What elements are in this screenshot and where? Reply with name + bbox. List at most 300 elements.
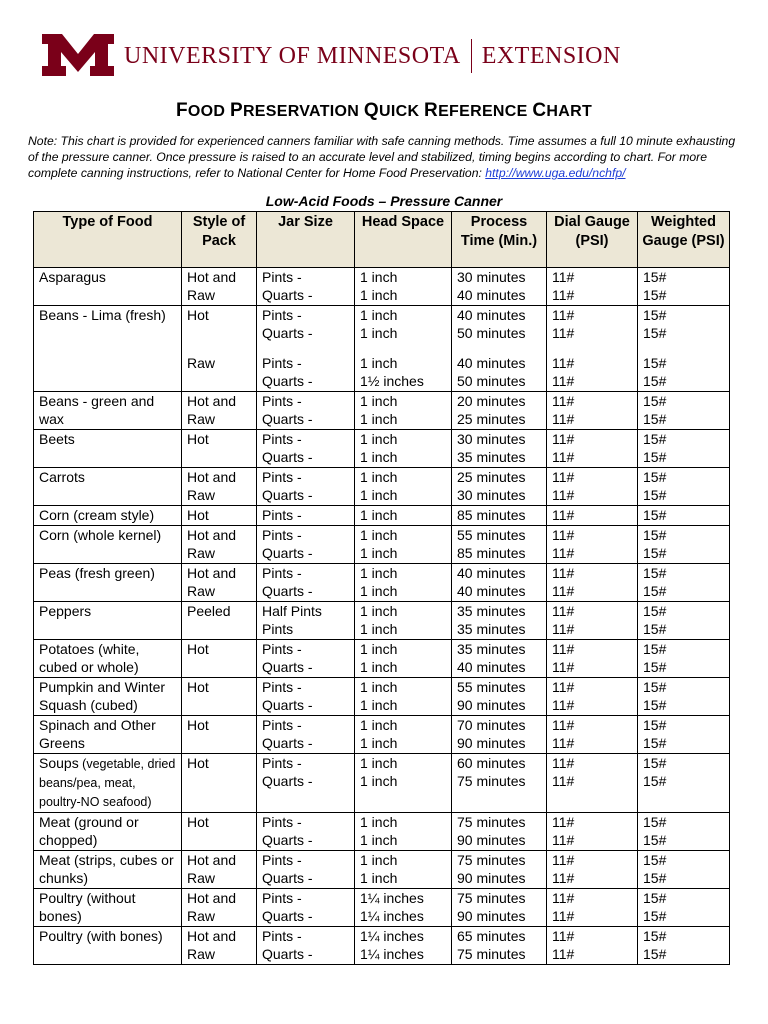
- weight-value: 15#: [643, 269, 667, 285]
- header-jar-size: Jar Size: [257, 212, 355, 268]
- head-value: 1 inch: [360, 449, 398, 465]
- head-value: 1 inch: [360, 641, 398, 657]
- head-cell: [355, 268, 452, 306]
- dial-value: 11#: [552, 852, 575, 868]
- head-value: 1 inch: [360, 852, 398, 868]
- style-value: Hot and: [187, 393, 237, 409]
- dial-value: 11#: [552, 717, 575, 733]
- time-value: 40 minutes: [457, 355, 526, 371]
- style-cell: [182, 564, 257, 602]
- time-cell: [452, 430, 547, 468]
- dial-value: 11#: [552, 393, 575, 409]
- weight-value: 15#: [643, 946, 667, 962]
- weight-cell: [638, 392, 730, 430]
- time-cell: [452, 602, 547, 640]
- time-value: 35 minutes: [457, 449, 526, 465]
- time-cell: [452, 306, 547, 392]
- food-name: Peppers: [39, 603, 92, 619]
- jar-cell: [257, 602, 355, 640]
- header-style-of-pack: Style of Pack: [182, 212, 257, 268]
- dial-value: [552, 342, 634, 354]
- dial-cell: [547, 306, 638, 392]
- jar-value: Pints -: [262, 852, 302, 868]
- head-cell: [355, 506, 452, 526]
- weight-value: 15#: [643, 469, 667, 485]
- time-value: 75 minutes: [457, 814, 526, 830]
- weight-cell: [638, 678, 730, 716]
- table-row: [34, 678, 730, 716]
- weight-value: 15#: [643, 890, 667, 906]
- weight-value: 15#: [643, 832, 667, 848]
- dial-value: 11#: [552, 565, 575, 581]
- time-cell: [452, 640, 547, 678]
- weight-value: 15#: [643, 325, 667, 341]
- head-cell: [355, 889, 452, 927]
- weight-value: 15#: [643, 852, 667, 868]
- time-cell: [452, 889, 547, 927]
- jar-cell: [257, 851, 355, 889]
- time-value: 40 minutes: [457, 565, 526, 581]
- food-name: Carrots: [39, 469, 85, 485]
- dial-value: 11#: [552, 287, 575, 303]
- dial-value: 11#: [552, 735, 575, 751]
- head-value: 1 inch: [360, 411, 398, 427]
- weight-value: 15#: [643, 603, 667, 619]
- food-name: Soups: [39, 755, 79, 771]
- head-value: 1 inch: [360, 755, 398, 771]
- style-value: [187, 772, 253, 790]
- table-row: [34, 506, 730, 526]
- food-detail: (vegetable, dried beans/pea, meat, poultry-NO seafood): [39, 757, 176, 809]
- food-type-cell: [34, 268, 182, 306]
- style-cell: [182, 506, 257, 526]
- style-value: Hot: [187, 641, 209, 657]
- dial-value: 11#: [552, 487, 575, 503]
- org-division-name: EXTENSION: [481, 42, 621, 69]
- dial-value: 11#: [552, 507, 575, 523]
- dial-value: 11#: [552, 814, 575, 830]
- time-value: 30 minutes: [457, 269, 526, 285]
- weight-value: 15#: [643, 393, 667, 409]
- food-type-cell: [34, 526, 182, 564]
- time-value: 65 minutes: [457, 928, 526, 944]
- weight-value: 15#: [643, 449, 667, 465]
- time-cell: [452, 813, 547, 851]
- food-name: Beans - Lima (fresh): [39, 307, 166, 323]
- time-value: 75 minutes: [457, 852, 526, 868]
- jar-value: Pints: [262, 621, 294, 637]
- university-m-logo-icon: [40, 32, 116, 78]
- time-value: 75 minutes: [457, 890, 526, 906]
- weight-value: 15#: [643, 928, 667, 944]
- weight-value: 15#: [643, 755, 667, 771]
- style-value: Raw: [187, 946, 216, 962]
- style-cell: [182, 927, 257, 965]
- style-cell: [182, 716, 257, 754]
- dial-cell: [547, 564, 638, 602]
- time-value: 20 minutes: [457, 393, 526, 409]
- jar-value: Quarts -: [262, 946, 313, 962]
- food-type-cell: [34, 889, 182, 927]
- food-type-cell: [34, 468, 182, 506]
- style-value: [187, 448, 253, 466]
- weight-cell: [638, 640, 730, 678]
- food-name: Poultry (with bones): [39, 928, 163, 944]
- dial-value: 11#: [552, 621, 575, 637]
- organization-name: [124, 36, 621, 76]
- dial-value: 11#: [552, 603, 575, 619]
- style-cell: [182, 430, 257, 468]
- time-value: 85 minutes: [457, 545, 526, 561]
- head-cell: [355, 640, 452, 678]
- weight-value: 15#: [643, 717, 667, 733]
- style-cell: [182, 754, 257, 813]
- head-value: 1 inch: [360, 393, 398, 409]
- head-value: 1 inch: [360, 307, 398, 323]
- dial-value: 11#: [552, 659, 575, 675]
- food-type-cell: [34, 640, 182, 678]
- style-value: [187, 831, 253, 849]
- weight-value: 15#: [643, 583, 667, 599]
- title-part: C: [532, 100, 547, 121]
- head-value: 1 inch: [360, 545, 398, 561]
- style-value: Raw: [187, 870, 216, 886]
- weight-value: 15#: [643, 565, 667, 581]
- style-value: Hot: [187, 507, 209, 523]
- time-value: 30 minutes: [457, 431, 526, 447]
- style-value: Raw: [187, 487, 216, 503]
- jar-value: Quarts -: [262, 583, 313, 599]
- jar-value: Quarts -: [262, 487, 313, 503]
- page-title: [0, 100, 768, 122]
- title-part: F: [175, 100, 188, 121]
- head-value: 1 inch: [360, 773, 398, 789]
- dial-value: 11#: [552, 355, 575, 371]
- jar-value: Quarts -: [262, 773, 313, 789]
- weight-value: 15#: [643, 545, 667, 561]
- jar-value: Pints -: [262, 469, 302, 485]
- title-part: RESERVATION: [242, 103, 364, 120]
- dial-cell: [547, 430, 638, 468]
- header-dial-gauge: Dial Gauge (PSI): [547, 212, 638, 268]
- weight-value: 15#: [643, 287, 667, 303]
- time-value: 90 minutes: [457, 697, 526, 713]
- head-value: 1¼ inches: [360, 946, 424, 962]
- style-value: Hot and: [187, 928, 237, 944]
- time-value: 35 minutes: [457, 621, 526, 637]
- weight-value: [643, 342, 726, 354]
- jar-value: Pints -: [262, 527, 302, 543]
- dial-cell: [547, 851, 638, 889]
- style-cell: [182, 392, 257, 430]
- head-value: 1½ inches: [360, 373, 424, 389]
- food-name: Meat (ground or chopped): [39, 814, 139, 848]
- time-value: 75 minutes: [457, 773, 526, 789]
- jar-value: Pints -: [262, 641, 302, 657]
- weight-cell: [638, 754, 730, 813]
- jar-cell: [257, 564, 355, 602]
- style-value: [187, 696, 253, 714]
- time-value: 35 minutes: [457, 641, 526, 657]
- time-value: [457, 342, 543, 354]
- dial-value: 11#: [552, 469, 575, 485]
- style-value: Raw: [187, 908, 216, 924]
- food-type-cell: [34, 716, 182, 754]
- head-value: 1 inch: [360, 527, 398, 543]
- jar-cell: [257, 716, 355, 754]
- food-name: Beans - green and wax: [39, 393, 155, 427]
- org-divider: [471, 39, 472, 73]
- food-name: Corn (whole kernel): [39, 527, 162, 543]
- header-weighted-gauge: Weighted Gauge (PSI): [638, 212, 730, 268]
- food-type-cell: [34, 851, 182, 889]
- head-cell: [355, 526, 452, 564]
- dial-cell: [547, 889, 638, 927]
- weight-value: 15#: [643, 735, 667, 751]
- jar-value: Pints -: [262, 928, 302, 944]
- time-value: 90 minutes: [457, 870, 526, 886]
- head-value: 1 inch: [360, 621, 398, 637]
- food-type-cell: [34, 306, 182, 392]
- head-cell: [355, 813, 452, 851]
- jar-cell: [257, 506, 355, 526]
- food-type-cell: [34, 602, 182, 640]
- head-cell: [355, 678, 452, 716]
- jar-value: Quarts -: [262, 287, 313, 303]
- jar-cell: [257, 430, 355, 468]
- dial-value: 11#: [552, 431, 575, 447]
- weight-cell: [638, 268, 730, 306]
- dial-value: 11#: [552, 832, 575, 848]
- style-value: [187, 734, 253, 752]
- style-value: Hot and: [187, 852, 237, 868]
- weight-value: 15#: [643, 773, 667, 789]
- dial-value: 11#: [552, 908, 575, 924]
- intro-note: [28, 133, 748, 181]
- jar-value: Quarts -: [262, 908, 313, 924]
- org-university-name: UNIVERSITY OF MINNESOTA: [124, 42, 461, 69]
- food-type-cell: [34, 506, 182, 526]
- jar-value: Quarts -: [262, 325, 313, 341]
- style-cell: [182, 678, 257, 716]
- title-part: Q: [363, 100, 379, 121]
- table-row: [34, 754, 730, 813]
- jar-value: Pints -: [262, 355, 302, 371]
- style-value: Raw: [187, 355, 216, 371]
- table-row: [34, 392, 730, 430]
- style-value: Peeled: [187, 603, 231, 619]
- jar-value: Quarts -: [262, 545, 313, 561]
- dial-value: 11#: [552, 269, 575, 285]
- dial-value: 11#: [552, 679, 575, 695]
- time-value: 90 minutes: [457, 908, 526, 924]
- head-value: 1 inch: [360, 583, 398, 599]
- style-value: Hot: [187, 814, 209, 830]
- head-cell: [355, 430, 452, 468]
- weight-value: 15#: [643, 355, 667, 371]
- time-value: 75 minutes: [457, 946, 526, 962]
- dial-value: 11#: [552, 411, 575, 427]
- style-value: Raw: [187, 411, 216, 427]
- dial-value: 11#: [552, 641, 575, 657]
- weight-value: 15#: [643, 641, 667, 657]
- time-cell: [452, 526, 547, 564]
- header-head-space: Head Space: [355, 212, 452, 268]
- title-part: HART: [546, 103, 593, 120]
- note-text: Note: This chart is provided for experienced canners familiar with safe canning methods. Time assumes a full 10 minute exhausting of the pressure canner. Once pressure is raised to an accurate level and stabilized, timing begins according to chart. For more complete canning instructions, refer to National Center for Home Food Preservation:: [28, 134, 736, 180]
- nchfp-link[interactable]: http://www.uga.edu/nchfp/: [485, 166, 626, 180]
- style-value: [187, 658, 253, 676]
- head-value: 1 inch: [360, 697, 398, 713]
- style-value: Raw: [187, 287, 216, 303]
- head-cell: [355, 468, 452, 506]
- time-value: 30 minutes: [457, 487, 526, 503]
- time-value: 50 minutes: [457, 373, 526, 389]
- jar-value: Pints -: [262, 269, 302, 285]
- table-row: [34, 640, 730, 678]
- weight-value: 15#: [643, 487, 667, 503]
- dial-value: 11#: [552, 583, 575, 599]
- head-value: 1¼ inches: [360, 908, 424, 924]
- style-cell: [182, 851, 257, 889]
- jar-value: Pints -: [262, 717, 302, 733]
- time-value: 50 minutes: [457, 325, 526, 341]
- food-name: Beets: [39, 431, 75, 447]
- jar-value: Pints -: [262, 565, 302, 581]
- title-part: OOD: [187, 103, 230, 120]
- dial-cell: [547, 392, 638, 430]
- jar-value: Quarts -: [262, 659, 313, 675]
- jar-value: Quarts -: [262, 735, 313, 751]
- title-part: P: [229, 100, 243, 121]
- table-row: [34, 716, 730, 754]
- time-cell: [452, 506, 547, 526]
- weight-value: 15#: [643, 621, 667, 637]
- dial-value: 11#: [552, 527, 575, 543]
- title-part: R: [424, 100, 439, 121]
- weight-cell: [638, 430, 730, 468]
- jar-cell: [257, 306, 355, 392]
- jar-cell: [257, 392, 355, 430]
- jar-value: Pints -: [262, 431, 302, 447]
- jar-value: Pints -: [262, 814, 302, 830]
- head-value: 1¼ inches: [360, 890, 424, 906]
- dial-cell: [547, 506, 638, 526]
- head-value: 1 inch: [360, 832, 398, 848]
- weight-cell: [638, 851, 730, 889]
- weight-cell: [638, 506, 730, 526]
- head-value: 1 inch: [360, 603, 398, 619]
- jar-value: Pints -: [262, 307, 302, 323]
- dial-cell: [547, 716, 638, 754]
- time-value: 35 minutes: [457, 603, 526, 619]
- head-value: 1 inch: [360, 565, 398, 581]
- jar-cell: [257, 268, 355, 306]
- jar-value: Pints -: [262, 755, 302, 771]
- weight-value: 15#: [643, 527, 667, 543]
- head-value: 1 inch: [360, 717, 398, 733]
- style-value: Hot: [187, 431, 209, 447]
- dial-cell: [547, 640, 638, 678]
- title-part: UICK: [378, 103, 425, 120]
- jar-value: Quarts -: [262, 411, 313, 427]
- header-process-time: Process Time (Min.): [452, 212, 547, 268]
- jar-cell: [257, 526, 355, 564]
- jar-cell: [257, 889, 355, 927]
- dial-cell: [547, 754, 638, 813]
- style-value: Raw: [187, 583, 216, 599]
- style-value: [187, 342, 253, 354]
- head-value: 1 inch: [360, 814, 398, 830]
- jar-value: Pints -: [262, 679, 302, 695]
- style-value: Hot and: [187, 269, 237, 285]
- food-name: Meat (strips, cubes or chunks): [39, 852, 174, 886]
- table-row: [34, 468, 730, 506]
- head-value: 1 inch: [360, 870, 398, 886]
- time-value: 60 minutes: [457, 755, 526, 771]
- jar-cell: [257, 640, 355, 678]
- table-row: [34, 526, 730, 564]
- weight-cell: [638, 468, 730, 506]
- food-name: Potatoes (white, cubed or whole): [39, 641, 140, 675]
- head-value: 1 inch: [360, 269, 398, 285]
- head-value: 1 inch: [360, 325, 398, 341]
- time-value: 90 minutes: [457, 832, 526, 848]
- pressure-canner-table: [33, 211, 730, 965]
- style-value: Hot and: [187, 469, 237, 485]
- dial-cell: [547, 927, 638, 965]
- jar-cell: [257, 678, 355, 716]
- head-value: 1 inch: [360, 659, 398, 675]
- dial-cell: [547, 526, 638, 564]
- table-row: [34, 851, 730, 889]
- time-value: 40 minutes: [457, 307, 526, 323]
- table-row: [34, 564, 730, 602]
- style-cell: [182, 468, 257, 506]
- dial-cell: [547, 602, 638, 640]
- head-value: 1¼ inches: [360, 928, 424, 944]
- jar-value: [262, 342, 351, 354]
- dial-cell: [547, 268, 638, 306]
- title-part: EFERENCE: [438, 103, 533, 120]
- weight-value: 15#: [643, 411, 667, 427]
- time-value: 85 minutes: [457, 507, 526, 523]
- head-cell: [355, 716, 452, 754]
- food-type-cell: [34, 392, 182, 430]
- time-cell: [452, 754, 547, 813]
- style-value: Hot and: [187, 890, 237, 906]
- style-cell: [182, 640, 257, 678]
- dial-cell: [547, 468, 638, 506]
- style-value: Hot: [187, 307, 209, 323]
- time-cell: [452, 851, 547, 889]
- style-value: Hot: [187, 679, 209, 695]
- style-value: Hot: [187, 717, 209, 733]
- dial-value: 11#: [552, 773, 575, 789]
- dial-value: 11#: [552, 928, 575, 944]
- jar-value: Quarts -: [262, 870, 313, 886]
- head-cell: [355, 851, 452, 889]
- time-value: 70 minutes: [457, 717, 526, 733]
- table-row: [34, 813, 730, 851]
- jar-value: Quarts -: [262, 373, 313, 389]
- time-cell: [452, 392, 547, 430]
- style-value: Hot and: [187, 527, 237, 543]
- table-row: [34, 306, 730, 392]
- head-cell: [355, 927, 452, 965]
- food-name: Poultry (without bones): [39, 890, 136, 924]
- weight-cell: [638, 813, 730, 851]
